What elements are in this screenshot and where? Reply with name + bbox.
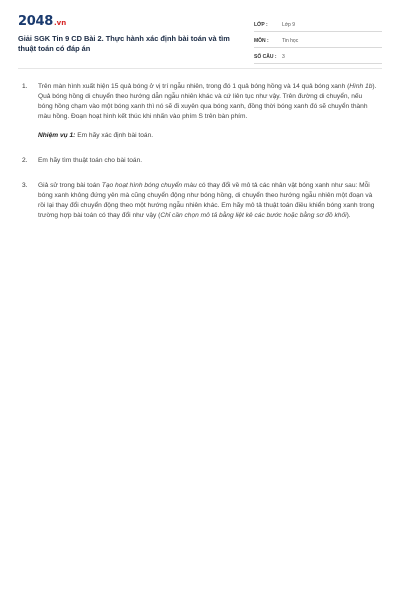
header-left bbox=[18, 14, 248, 60]
question-text bbox=[38, 82, 378, 122]
task-text: Em hãy xác định bài toán. bbox=[75, 132, 154, 139]
text-span: ). Quả bóng hồng di chuyển theo hướng dẫn ngẫu nhiên khác và cứ liên tục như vậy. Trên đường di chuyển, nếu bóng hồng chạm vào một bóng xanh thì nó sẽ đi xuyên qua bóng xanh, đồng thời bóng xanh đó sẽ chuyển thành màu hồng. Đoạn hoạt hình kết thúc khi nhấn vào phím S trên bàn phím. bbox=[38, 83, 377, 120]
meta-value: Tin học bbox=[282, 37, 299, 44]
question-item bbox=[22, 156, 378, 166]
site-logo[interactable] bbox=[18, 14, 248, 29]
question-number: 2. bbox=[22, 157, 28, 164]
question-item bbox=[22, 82, 378, 141]
text-italic: Tạo hoạt hình bóng chuyển màu bbox=[101, 182, 197, 189]
meta-row-count bbox=[254, 50, 382, 64]
task-line bbox=[38, 131, 378, 141]
question-text bbox=[38, 181, 378, 221]
meta-value: Lớp 9 bbox=[282, 21, 296, 28]
question-text: Em hãy tìm thuật toán cho bài toán. bbox=[38, 157, 143, 164]
logo-text: 2048 bbox=[18, 14, 53, 29]
text-italic: Hình 1b bbox=[349, 83, 373, 90]
meta-value: 3 bbox=[282, 53, 285, 60]
question-number: 1. bbox=[22, 83, 28, 90]
question-number: 3. bbox=[22, 182, 28, 189]
meta-row-class bbox=[254, 18, 382, 32]
logo-suffix: .vn bbox=[53, 19, 67, 27]
document-meta bbox=[254, 14, 382, 60]
text-span: có thay đổi về mô tả các nhân vật bóng xanh như sau: Mỗi bóng xanh không đứng yên mà cũng chuyển động như bóng hồng, di chuyển theo hướng ngẫu nhiên một đoạn và rồi lại thay đổi chuyển động theo một hướng ngẫu nhiên khác. Em hãy mô tả thuật toán điều khiển bóng xanh trong trường hợp bài toán có thay đổi như vậy ( bbox=[38, 182, 375, 219]
question-list bbox=[0, 82, 400, 236]
text-span: ). bbox=[346, 212, 351, 219]
question-body bbox=[38, 156, 378, 166]
document-title: Giải SGK Tin 9 CD Bài 2. Thực hành xác định bài toán và tìm thuật toán có đáp án bbox=[18, 34, 230, 53]
header-divider bbox=[18, 68, 382, 69]
text-span: Trên màn hình xuất hiện 15 quả bóng ở vị trí ngẫu nhiên, trong đó 1 quả bóng hồng và 14 quả bóng xanh ( bbox=[38, 83, 350, 90]
text-italic: Chỉ cần chọn mô tả bằng liệt kê các bước hoặc bằng sơ đồ khối bbox=[160, 212, 347, 219]
meta-row-subject bbox=[254, 34, 382, 48]
text-span: Giả sử trong bài toán bbox=[38, 182, 102, 189]
question-item bbox=[22, 181, 378, 221]
task-label: Nhiệm vụ 1: bbox=[38, 132, 76, 139]
question-body bbox=[38, 181, 378, 221]
meta-label: SỐ CÂU : bbox=[254, 53, 277, 60]
question-body bbox=[38, 82, 378, 141]
meta-label: MÔN : bbox=[254, 37, 269, 44]
document-header bbox=[0, 0, 400, 60]
meta-label: LỚP : bbox=[254, 21, 268, 28]
